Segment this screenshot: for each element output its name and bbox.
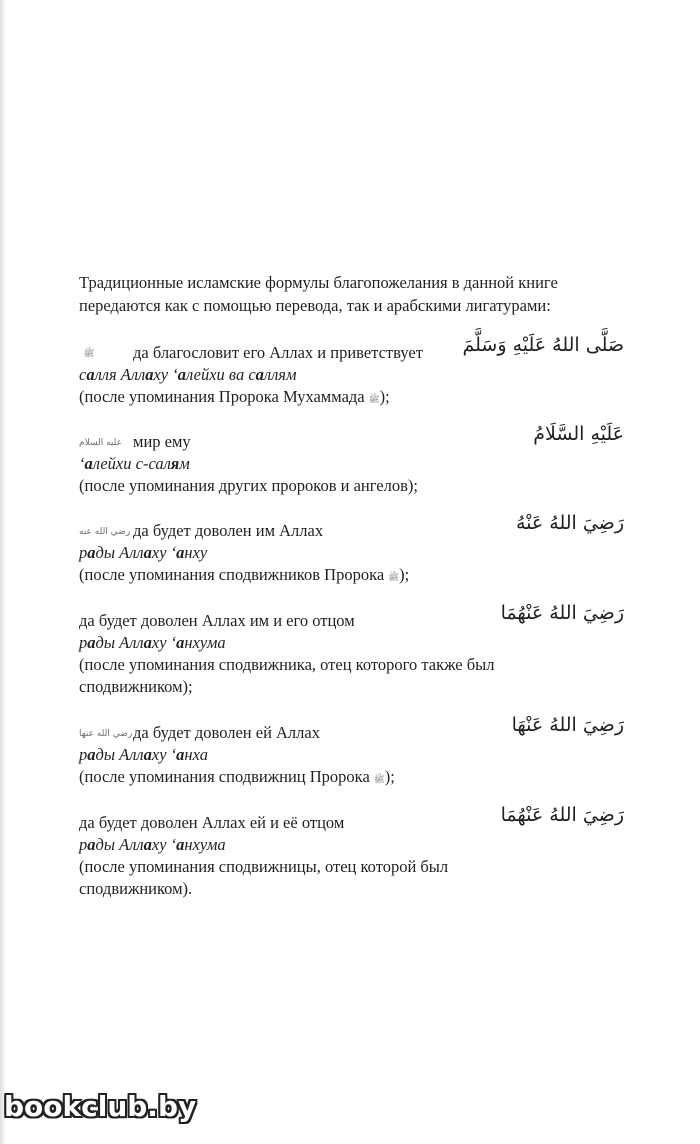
formula-header bbox=[79, 512, 624, 542]
formula-usage-note: (после упоминания сподвижников Пророка ﷺ); bbox=[79, 565, 410, 584]
arabic-formula: صَلَّى اللهُ عَلَيْهِ وَسَلَّمَ bbox=[462, 334, 624, 356]
ligature-salla-inline-icon: ﷺ bbox=[388, 573, 400, 583]
arabic-formula: عَلَيْهِ السَّلَامُ bbox=[533, 423, 624, 445]
formula-translation: да благословит его Аллах и приветствует bbox=[133, 343, 423, 362]
formula-translation: да будет доволен им Аллах bbox=[133, 521, 324, 540]
formula-translation: да будет доволен Аллах им и его отцом bbox=[79, 611, 355, 630]
formula-usage-note: (после упоминания сподвижника, отец которого также был сподвижником); bbox=[79, 655, 495, 696]
formula-usage-note: (после упоминания Пророка Мухаммада ﷺ); bbox=[79, 387, 390, 406]
formula-usage-note: (после упоминания других пророков и ангелов); bbox=[79, 476, 418, 495]
formula-transliteration: салля Аллаху ‘алейхи ва саллям bbox=[79, 365, 297, 384]
formula-transliteration: рады Аллаху ‘анхума bbox=[79, 633, 226, 652]
formula-usage-note: (после упоминания сподвижницы, отец которой был сподвижником). bbox=[79, 857, 449, 898]
formula-translation: мир ему bbox=[133, 432, 191, 451]
ligature-radiyallahu-anha-icon: رضي الله عنها bbox=[79, 729, 133, 740]
formula-transliteration: ‘алейхи с-салям bbox=[79, 454, 190, 473]
formula-transliteration: рады Аллаху ‘анхума bbox=[79, 835, 226, 854]
formula-transliteration: рады Аллаху ‘анха bbox=[79, 745, 208, 764]
arabic-formula: رَضِيَ اللهُ عَنْهُمَا bbox=[500, 804, 624, 826]
intro-paragraph: Традиционные исламские формулы благопожелания в данной книге передаются как с помощью перевода, так и арабскими лигатурами: bbox=[79, 273, 558, 315]
formula-entry-aleyhi-salam bbox=[79, 423, 624, 497]
page-edge-shadow bbox=[0, 0, 6, 1144]
arabic-formula: رَضِيَ اللهُ عَنْهَا bbox=[511, 714, 624, 736]
site-watermark: bookclub.by bbox=[4, 1090, 197, 1123]
formula-header bbox=[79, 602, 624, 632]
formula-header bbox=[79, 423, 624, 453]
formula-entry-radiyallahu-anhuma-father bbox=[79, 602, 624, 698]
ligature-salla-inline-icon: ﷺ bbox=[373, 775, 385, 785]
formula-header bbox=[79, 804, 624, 834]
ligature-alayhi-salam-icon: عليه السلام bbox=[79, 438, 122, 449]
formula-header bbox=[79, 714, 624, 744]
arabic-formula: رَضِيَ اللهُ عَنْهُمَا bbox=[500, 602, 624, 624]
formula-header bbox=[79, 334, 624, 364]
ligature-salla-inline-icon: ﷺ bbox=[368, 395, 380, 405]
formula-transliteration: рады Аллаху ‘анху bbox=[79, 543, 208, 562]
arabic-formula: رَضِيَ اللهُ عَنْهُ bbox=[515, 512, 624, 534]
formula-usage-note: (после упоминания сподвижниц Пророка ﷺ); bbox=[79, 767, 395, 786]
ligature-radiyallahu-anhu-icon: رضي الله عنه bbox=[79, 527, 131, 538]
formula-translation: да будет доволен ей Аллах bbox=[133, 723, 320, 742]
formula-entry-salla bbox=[79, 334, 624, 408]
formula-entry-radiyallahu-anha bbox=[79, 714, 624, 788]
formula-translation: да будет доволен Аллах ей и её отцом bbox=[79, 813, 345, 832]
formula-entry-radiyallahu-anhuma-daughter bbox=[79, 804, 624, 900]
ligature-salla-icon: ﷺ bbox=[83, 349, 95, 360]
formula-entry-radiyallahu-anhu bbox=[79, 512, 624, 586]
